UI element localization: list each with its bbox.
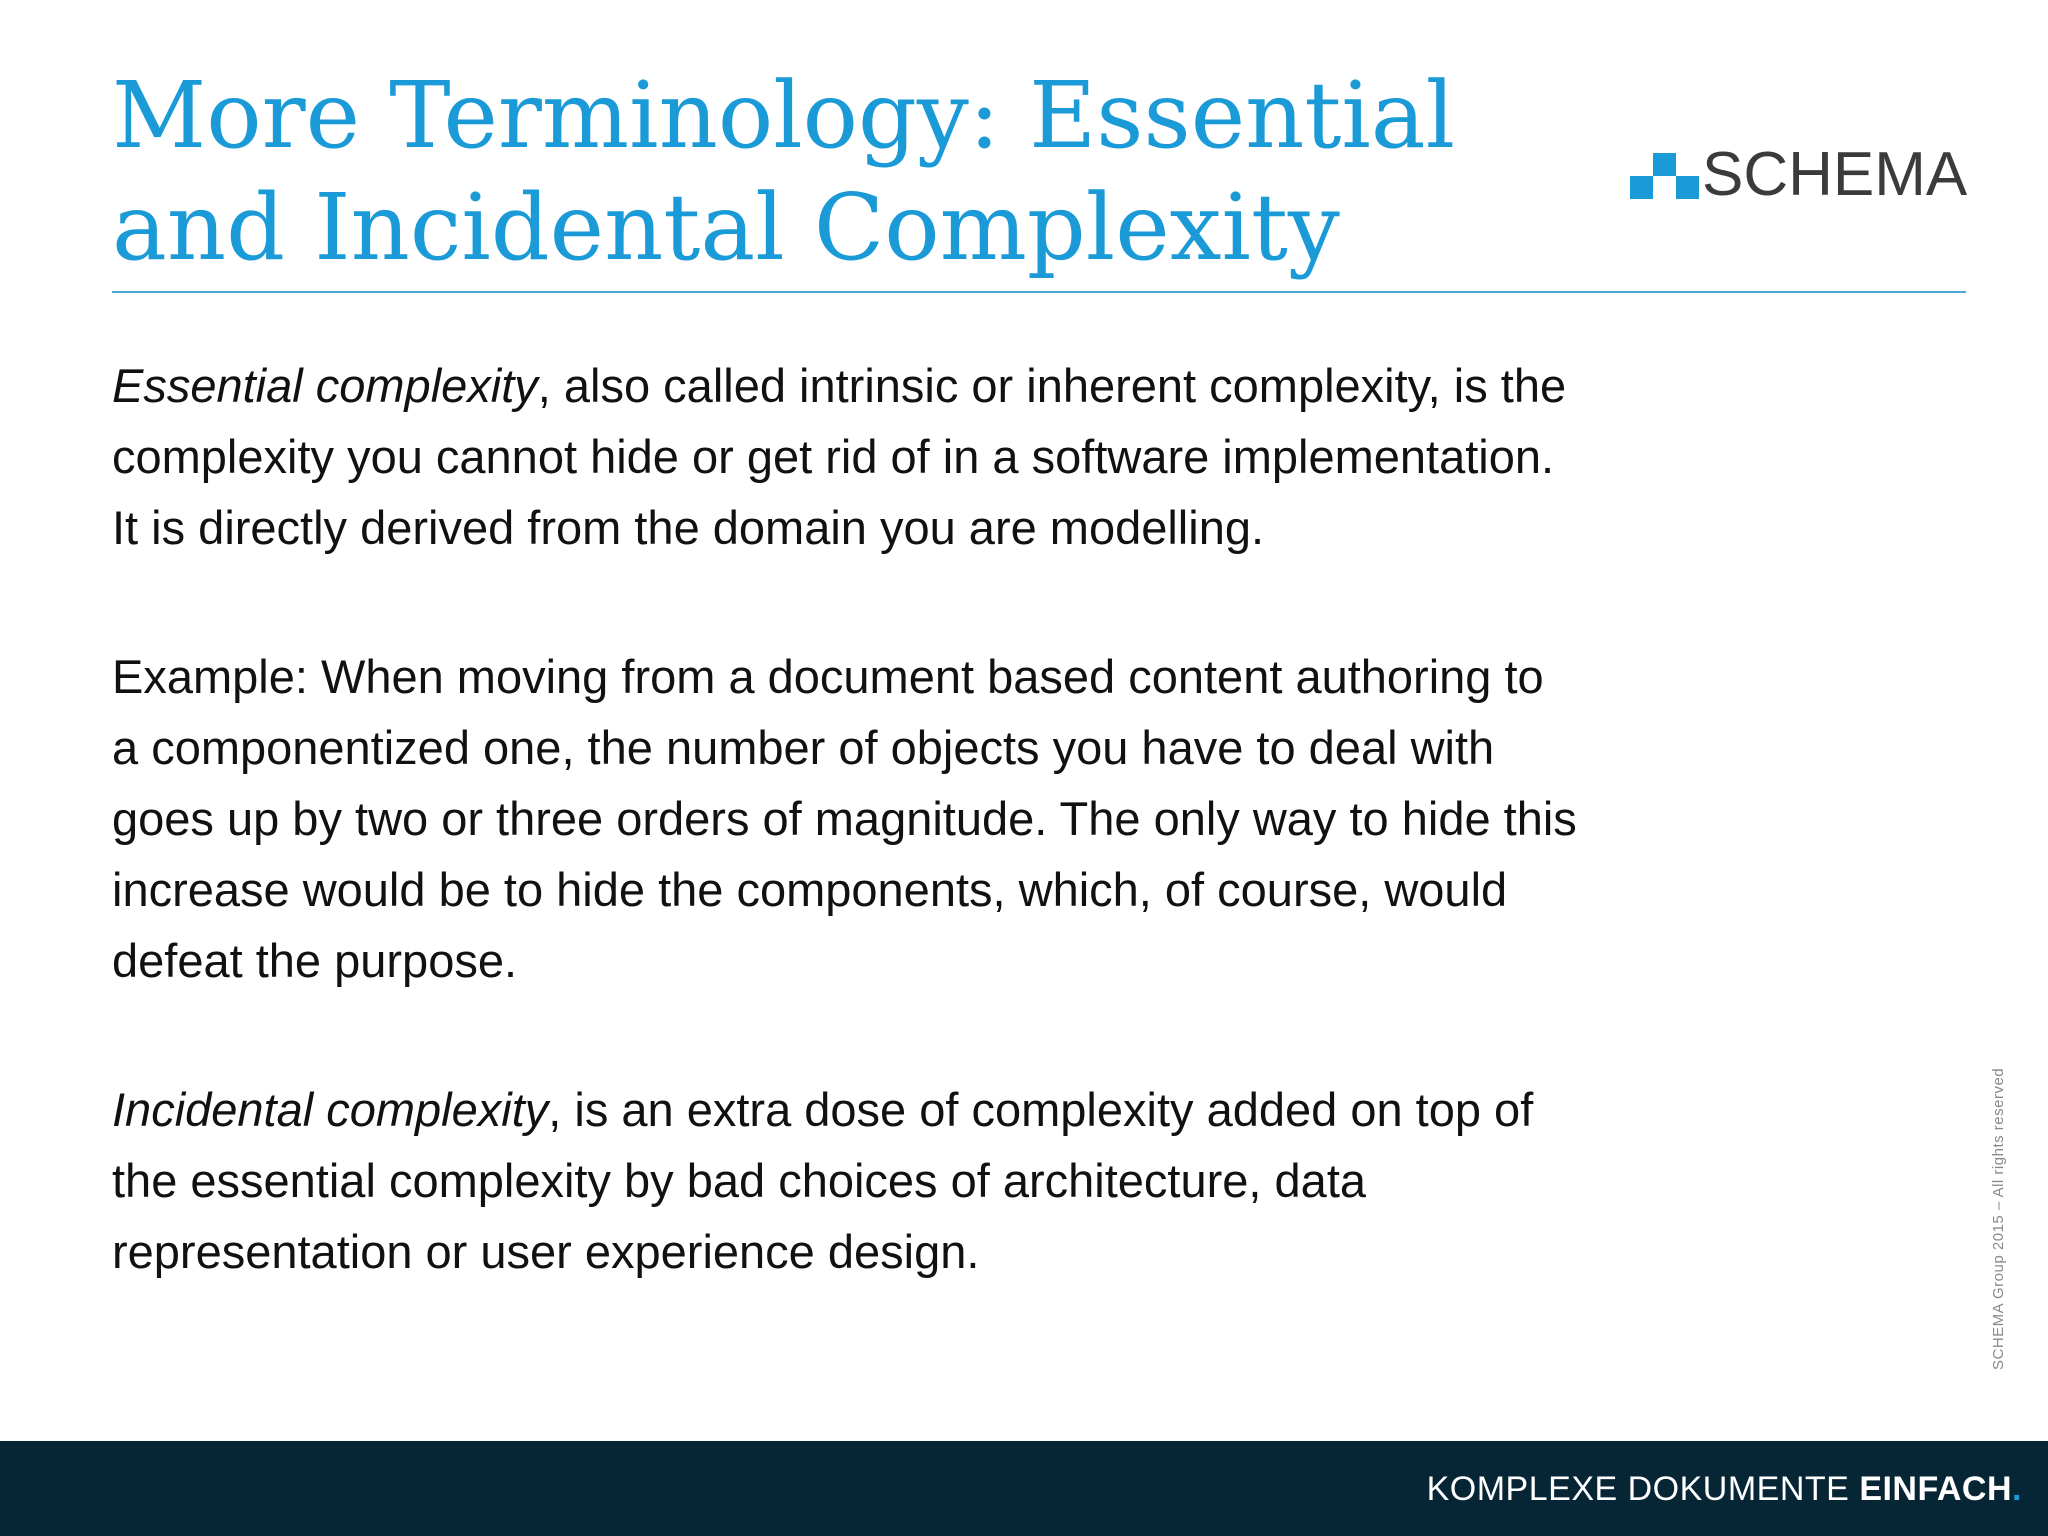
paragraph-line-text: , also called intrinsic or inherent complexity, is the xyxy=(537,359,1567,412)
paragraph-incidental-complexity xyxy=(112,1074,1872,1287)
paragraph-essential-complexity xyxy=(112,350,1872,563)
tagline-bold: EINFACH xyxy=(1859,1470,2013,1508)
tagline-dot: . xyxy=(2012,1470,2022,1508)
paragraph-line: complexity you cannot hide or get rid of in a software implementation. xyxy=(112,430,1555,483)
paragraph-line: increase would be to hide the components, which, of course, would xyxy=(112,863,1508,916)
term-incidental-complexity: Incidental complexity xyxy=(112,1083,549,1136)
paragraph-line xyxy=(112,350,1872,421)
footer-tagline xyxy=(1427,1467,2022,1511)
slide-title xyxy=(112,60,1456,284)
tagline-light: KOMPLEXE DOKUMENTE xyxy=(1426,1470,1860,1508)
paragraph-line-text: , is an extra dose of complexity added on top of xyxy=(548,1083,1534,1136)
copyright-notice: SCHEMA Group 2015 – All rights reserved xyxy=(1990,1067,2007,1370)
paragraph-line: goes up by two or three orders of magnitude. The only way to hide this xyxy=(112,792,1577,845)
paragraph-line: a componentized one, the number of objects you have to deal with xyxy=(112,721,1495,774)
footer-bar xyxy=(0,1441,2048,1536)
paragraph-line: It is directly derived from the domain you are modelling. xyxy=(112,501,1265,554)
slide-body xyxy=(112,350,1872,1365)
schema-logo xyxy=(1630,140,1970,209)
paragraph-line: defeat the purpose. xyxy=(112,934,518,987)
term-essential-complexity: Essential complexity xyxy=(112,359,538,412)
paragraph-line: Example: When moving from a document based content authoring to xyxy=(112,650,1544,703)
title-divider xyxy=(112,291,1966,293)
paragraph-example xyxy=(112,641,1872,996)
schema-logo-text: SCHEMA xyxy=(1702,140,1968,209)
slide-title-line-2: and Incidental Complexity xyxy=(112,174,1340,281)
paragraph-line xyxy=(112,1074,1872,1145)
paragraph-line: the essential complexity by bad choices of architecture, data xyxy=(112,1154,1367,1207)
slide-title-line-1: More Terminology: Essential xyxy=(112,62,1456,169)
paragraph-line: representation or user experience design. xyxy=(112,1225,980,1278)
schema-squares-logo-icon xyxy=(1630,153,1702,199)
